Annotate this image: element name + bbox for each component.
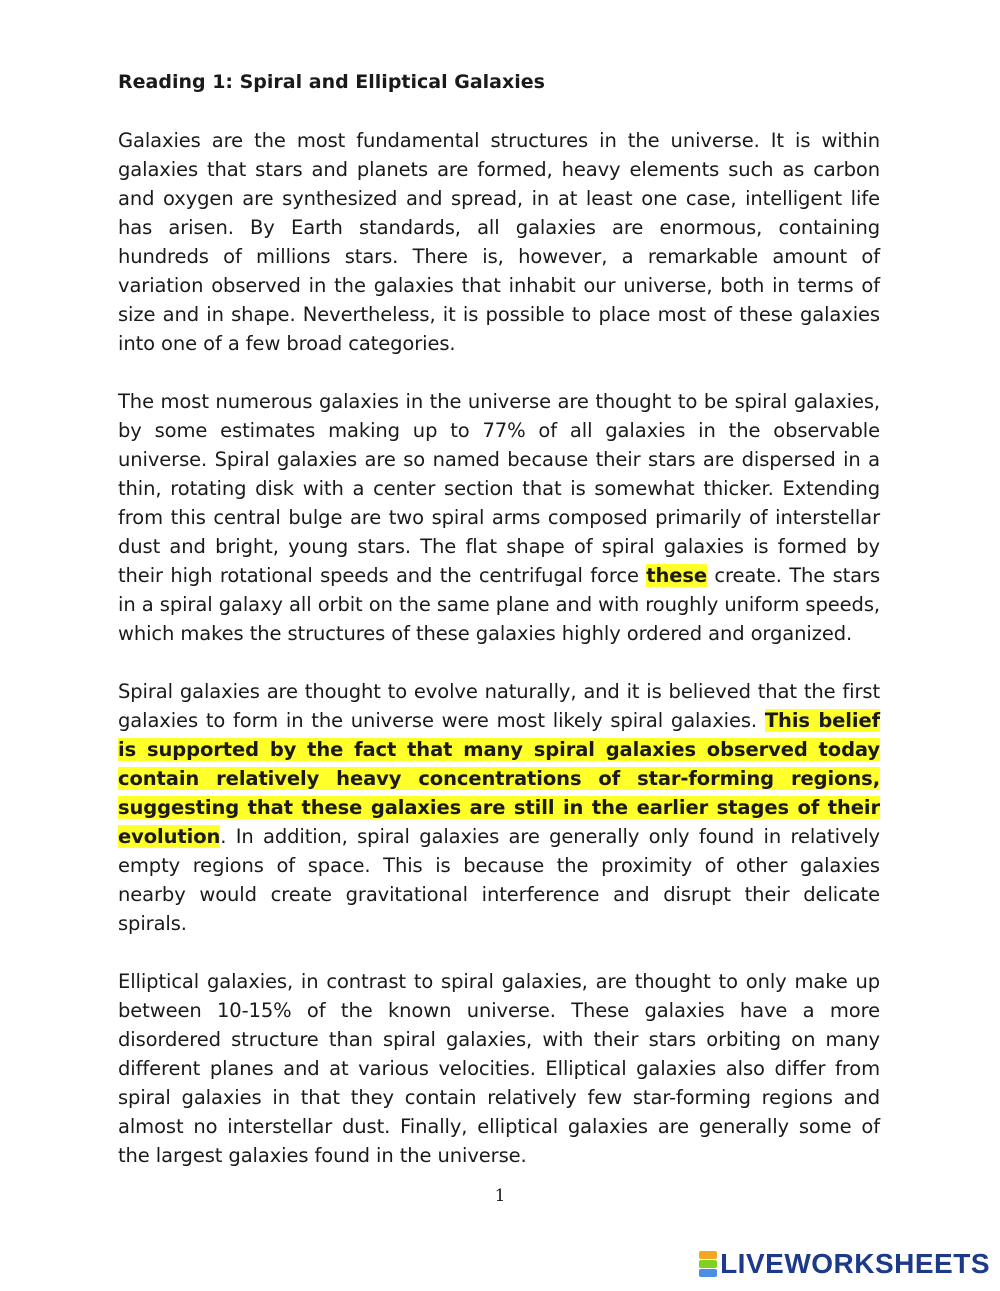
page-number: 1 bbox=[494, 1186, 506, 1206]
reading-title: Reading 1: Spiral and Elliptical Galaxies bbox=[118, 71, 545, 93]
logo-block-green bbox=[699, 1260, 717, 1268]
paragraph-4: Elliptical galaxies, in contrast to spiral galaxies, are thought to only make up between 10-15% of the known universe. These galaxies have a more disordered structure than spiral galaxies, with their stars orbiting on many different planes and at various velocities. Elliptical galaxies also differ from spiral galaxies in that they contain relatively few star-forming regions and almost no interstellar dust. Finally, elliptical galaxies are generally some of the largest galaxies found in the universe. bbox=[118, 970, 880, 1167]
paragraph-2 bbox=[118, 387, 880, 648]
liveworksheets-logo bbox=[699, 1249, 990, 1279]
paragraph-3-text-start: Spiral galaxies are thought to evolve naturally, and it is believed that the first galaxies to form in the universe were most likely spiral galaxies. bbox=[118, 680, 880, 732]
logo-text: LIVEWORKSHEETS bbox=[720, 1248, 990, 1279]
document-page bbox=[118, 68, 880, 1199]
highlighted-sentence: This belief is supported by the fact that many spiral galaxies observed today contain relatively heavy concentrations of star-forming regions, suggesting that these galaxies are still in the earlier stages of their evolution bbox=[118, 709, 880, 848]
paragraph-2-text-start: The most numerous galaxies in the universe are thought to be spiral galaxies, by some estimates making up to 77% of all galaxies in the observable universe. Spiral galaxies are so named because their stars are dispersed in a thin, rotating disk with a center section that is somewhat thicker. Extending from this central bulge are two spiral arms composed primarily of interstellar dust and bright, young stars. The flat shape of spiral galaxies is formed by their high rotational speeds and the centrifugal force bbox=[118, 390, 880, 587]
paragraph-3 bbox=[118, 677, 880, 938]
paragraph-1: Galaxies are the most fundamental structures in the universe. It is within galaxies that stars and planets are formed, heavy elements such as carbon and oxygen are synthesized and spread, in at least one case, intelligent life has arisen. By Earth standards, all galaxies are enormous, containing hundreds of millions stars. There is, however, a remarkable amount of variation observed in the galaxies that inhabit our universe, both in terms of size and in shape. Nevertheless, it is possible to place most of these galaxies into one of a few broad categories. bbox=[118, 129, 880, 355]
logo-block-blue bbox=[699, 1269, 717, 1277]
logo-blocks-icon bbox=[699, 1251, 717, 1277]
paragraph-3-text-end: . In addition, spiral galaxies are generally only found in relatively empty regions of space. This is because the proximity of other galaxies nearby would create gravitational interference and disrupt their delicate spirals. bbox=[118, 825, 880, 935]
logo-block-orange bbox=[699, 1251, 717, 1259]
highlighted-word-these: these bbox=[646, 564, 708, 587]
paragraph-2-text-end: create. The stars in a spiral galaxy all orbit on the same plane and with roughly uniform speeds, which makes the structures of these galaxies highly ordered and organized. bbox=[118, 564, 881, 645]
